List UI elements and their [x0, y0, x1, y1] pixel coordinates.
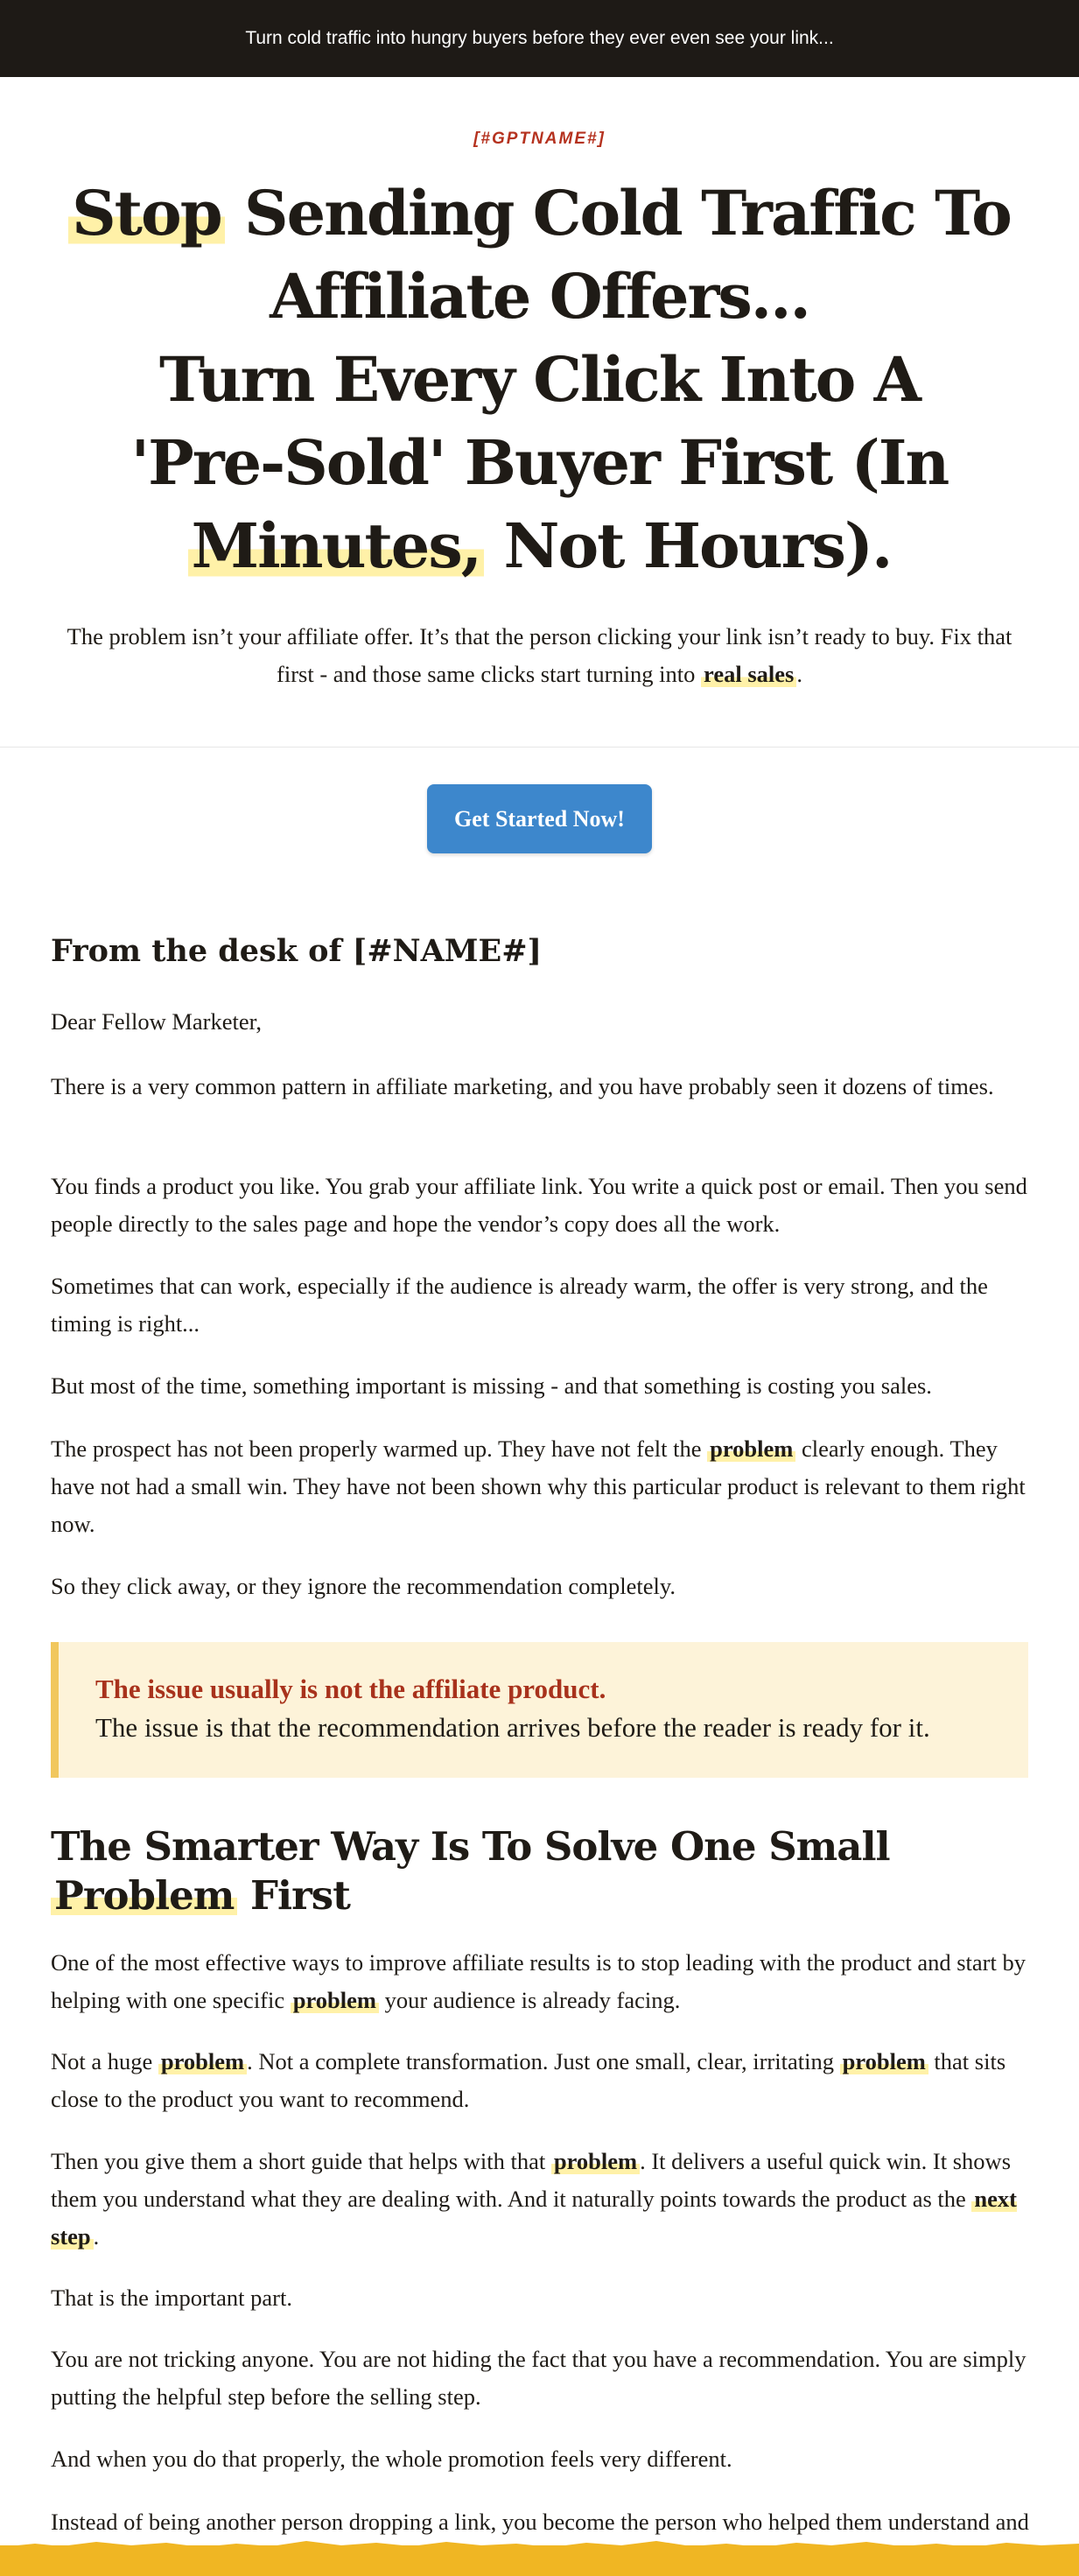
- keyword-highlight: problem: [158, 2048, 247, 2074]
- callout-title: The issue usually is not the affiliate product.: [95, 1674, 606, 1704]
- callout-box: [51, 1642, 1028, 1778]
- section-paragraph: Instead of being another person dropping a link, you become the person who helped them understand and: [51, 2509, 1029, 2535]
- announcement-bar: [0, 0, 1079, 77]
- keyword-highlight: problem: [291, 1987, 379, 2013]
- subheadline: [48, 618, 1031, 693]
- section-text: that sits close to the product you want to recommend.: [51, 2048, 1006, 2112]
- section-text: Then you give them a short guide that helps with that: [51, 2148, 551, 2174]
- section-paragraph: [51, 2143, 1031, 2256]
- headline-line-2: Affiliate Offers...: [270, 260, 809, 333]
- letter-paragraph: You finds a product you like. You grab your affiliate link. You write a quick post or email. Then you send people directly to the sales page and hope the vendor’s copy does all the work.: [51, 1173, 1027, 1237]
- section-text: . Not a complete transformation. Just one small, clear, irritating: [247, 2048, 840, 2074]
- section-text: your audience is already facing.: [378, 1987, 681, 2013]
- product-name-eyebrow: [#GPTNAME#]: [473, 130, 606, 148]
- keyword-highlight: problem: [840, 2048, 928, 2074]
- headline-line-3: Turn Every Click Into A: [159, 343, 920, 416]
- section-text: Not a huge: [51, 2048, 158, 2074]
- keyword-highlight: problem: [707, 1435, 795, 1462]
- section-text: .: [93, 2223, 100, 2250]
- headline-line-4: 'Pre-Sold' Buyer First (In: [130, 426, 949, 499]
- keyword-highlight: next step: [51, 2186, 1017, 2250]
- section-paragraph: And when you do that properly, the whole promotion feels very different.: [51, 2446, 732, 2472]
- headline-line-1: Sending Cold Traffic To: [224, 177, 1011, 249]
- letter-greeting: Dear Fellow Marketer,: [51, 1008, 263, 1035]
- section-heading-end: First: [237, 1872, 350, 1919]
- section-heading: [51, 1822, 1031, 1920]
- subhead-text: The problem isn’t your affiliate offer. It’s that the person clicking your link isn’t ready to buy. Fix that first - and those same clicks start turning into: [67, 623, 1012, 687]
- letter-paragraph: So they click away, or they ignore the recommendation completely.: [51, 1573, 676, 1599]
- main-headline: [35, 172, 1044, 587]
- section-divider: [0, 747, 1079, 748]
- torn-edge-shape: [0, 2538, 1079, 2552]
- headline-highlight-minutes: Minutes,: [188, 509, 485, 582]
- section-paragraph: You are not tricking anyone. You are not hiding the fact that you have a recommendation. You are simply putting the helpful step before the selling step.: [51, 2346, 1026, 2410]
- section-text: . It delivers a useful quick win. It shows them you understand what they are dealing with. And it naturally points towards the product as the: [51, 2148, 1012, 2212]
- section-paragraph: That is the important part.: [51, 2285, 292, 2311]
- letter-paragraph: [51, 1430, 1031, 1543]
- section-paragraph: [51, 2043, 1031, 2118]
- headline-highlight-stop: Stop: [68, 177, 225, 249]
- subhead-end: .: [796, 661, 802, 687]
- section-heading-line-1: The Smarter Way Is To Solve One Small: [51, 1823, 890, 1870]
- headline-line-5: Not Hours).: [484, 509, 892, 582]
- keyword-highlight: problem: [551, 2148, 640, 2174]
- get-started-button[interactable]: Get Started Now!: [427, 784, 652, 853]
- callout-body: The issue is that the recommendation arrives before the reader is ready for it.: [95, 1712, 930, 1743]
- section-text: One of the most effective ways to improve affiliate results is to stop leading with the product and start by helping with one specific: [51, 1949, 1026, 2013]
- letter-text: The prospect has not been properly warmed up. They have not felt the: [51, 1435, 708, 1462]
- section-heading-highlight: Problem: [51, 1872, 237, 1919]
- letter-paragraph: There is a very common pattern in affiliate marketing, and you have probably seen it dozens of times.: [51, 1073, 994, 1099]
- desk-heading: From the desk of [#NAME#]: [51, 933, 543, 969]
- letter-text: clearly enough. They have not had a small win. They have not been shown why this particular product is relevant to them right now.: [51, 1435, 1026, 1537]
- subhead-highlight: real sales: [701, 661, 796, 687]
- letter-paragraph: Sometimes that can work, especially if the audience is already warm, the offer is very strong, and the timing is right...: [51, 1273, 988, 1337]
- announcement-text: Turn cold traffic into hungry buyers before they ever even see your link...: [245, 28, 834, 48]
- letter-paragraph: But most of the time, something important is missing - and that something is costing you sales.: [51, 1372, 932, 1399]
- torn-edge-footer: [0, 2545, 1079, 2576]
- section-paragraph: [51, 1944, 1031, 2019]
